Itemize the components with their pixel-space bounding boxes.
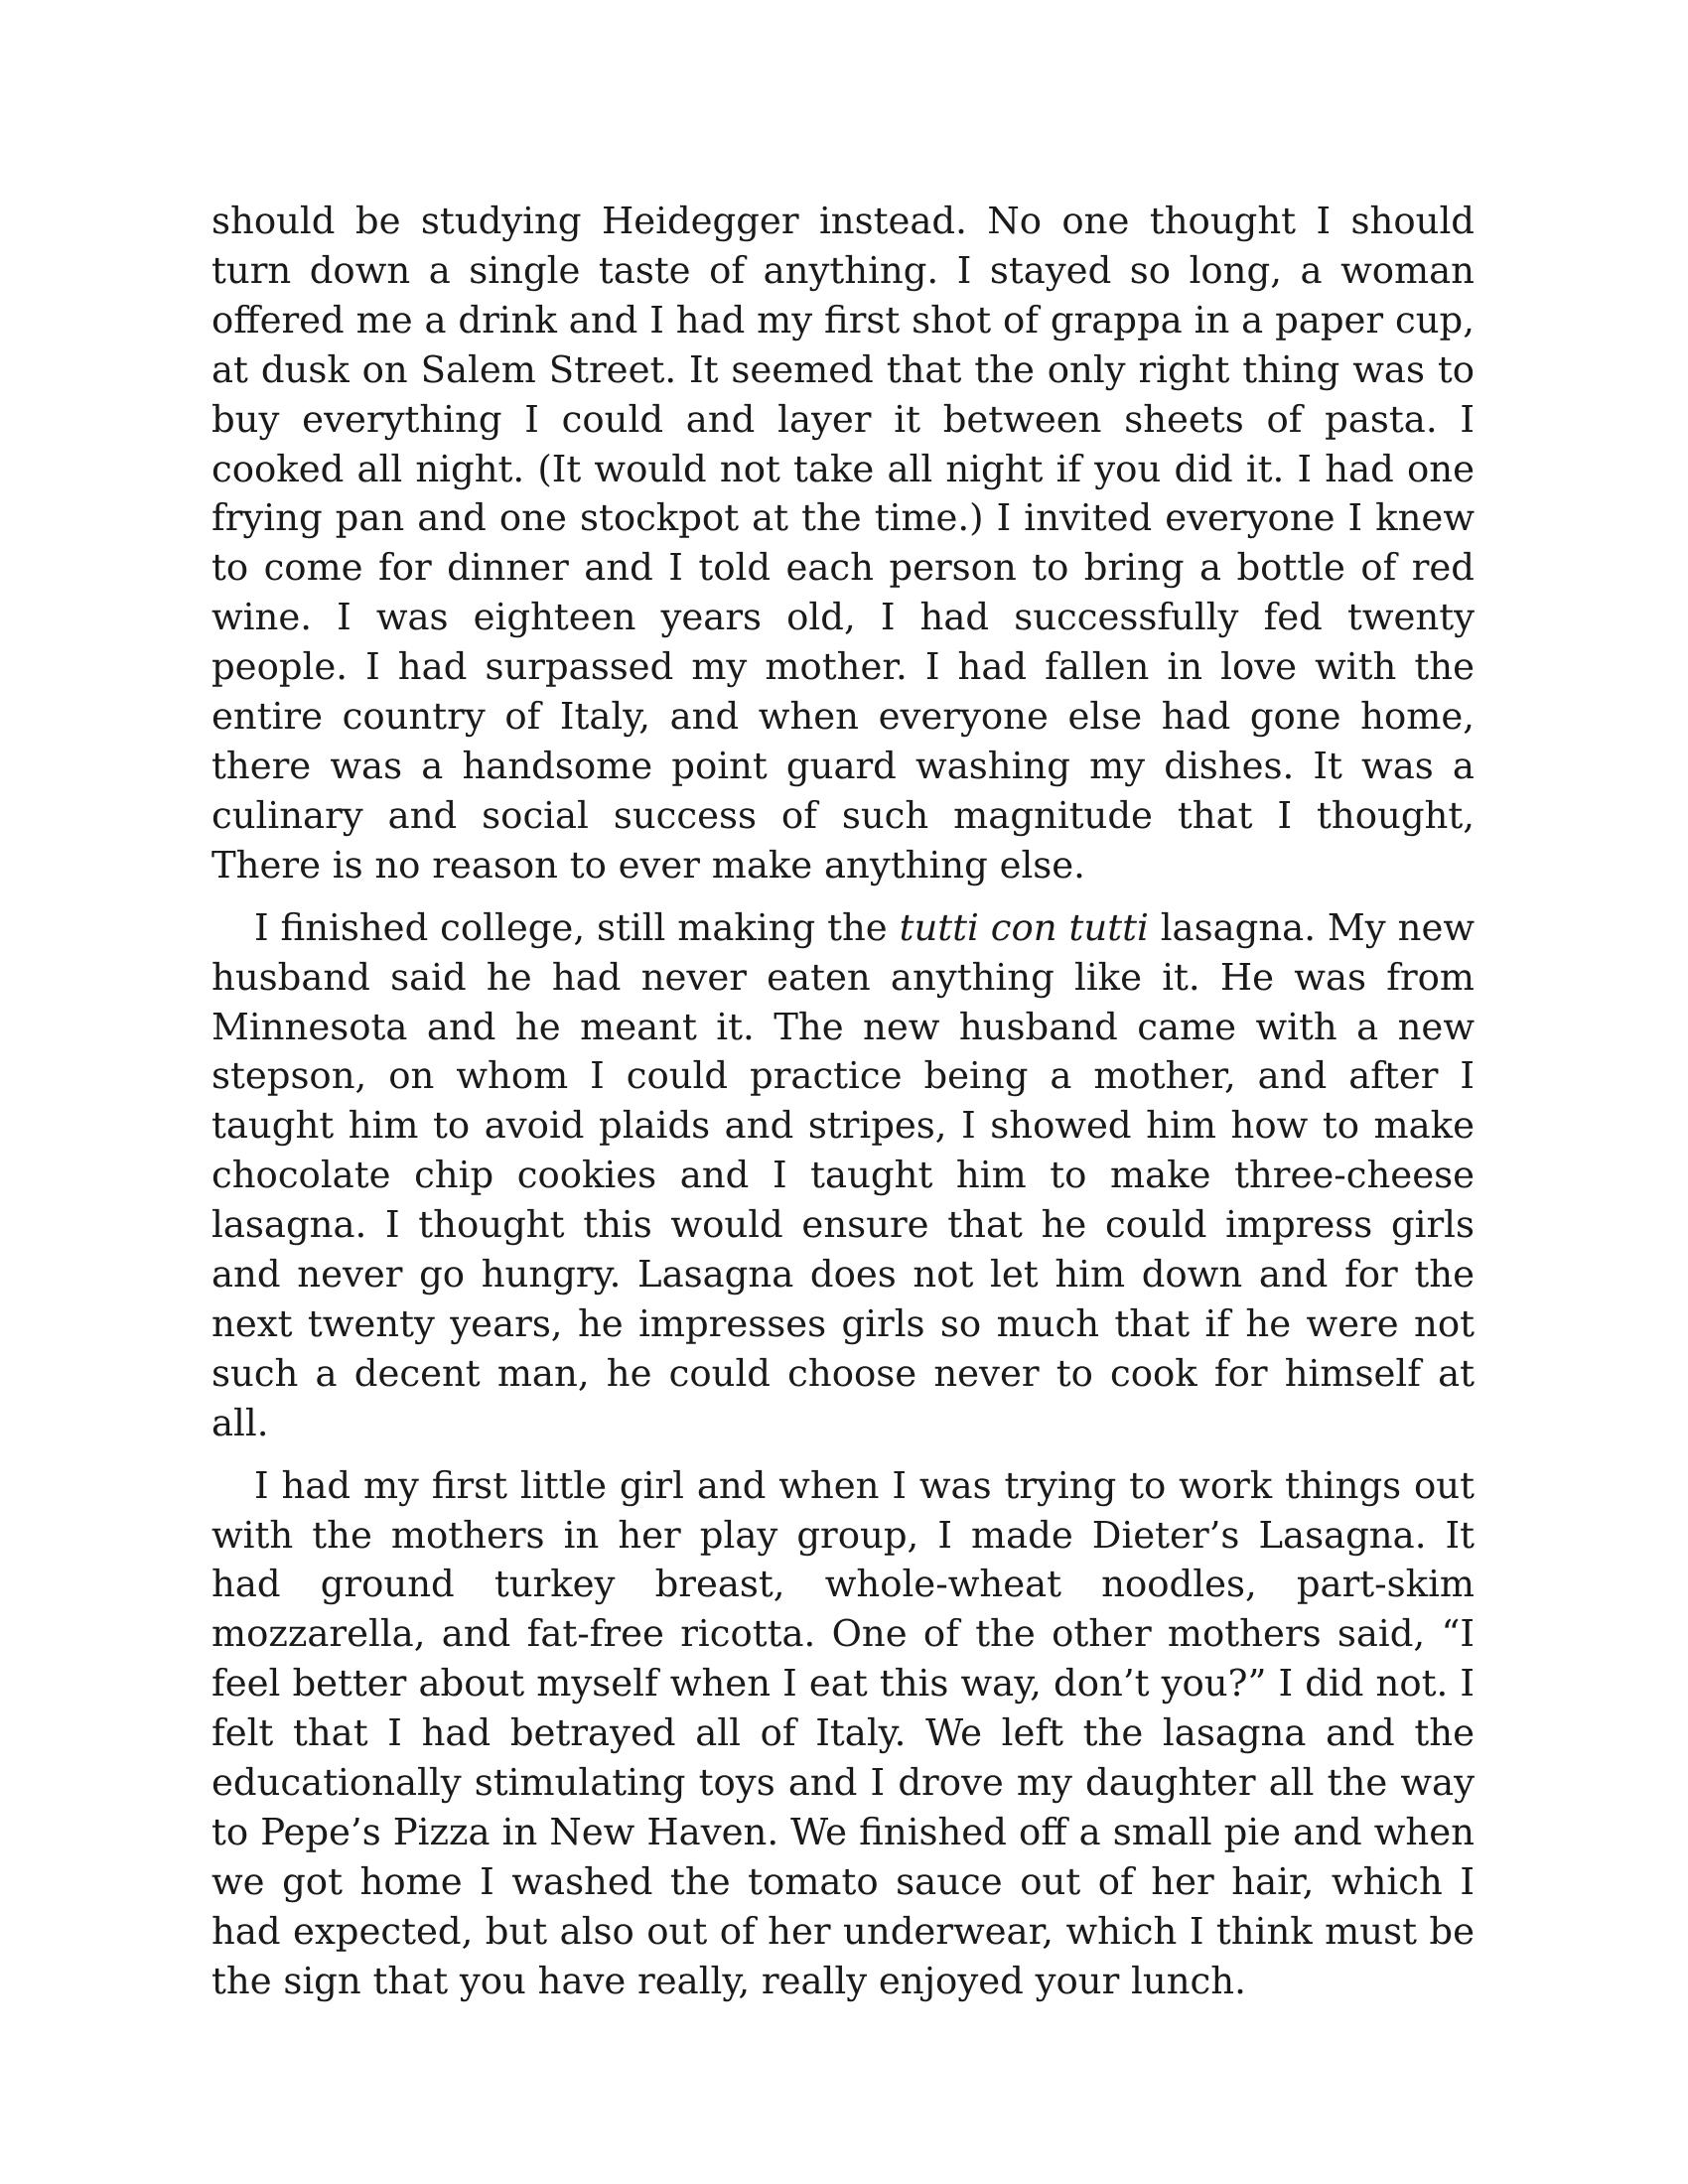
paragraph-3 [211, 1461, 1475, 2006]
paragraph-2-text-start: I finished college, still making the [254, 905, 900, 949]
paragraph-3-text: I had my first little girl and when I was trying to work things out with the mothers in her play group, I made Dieter’s Lasagna. It had ground turkey breast, whole-wheat noodles, part-skim mozzarella, and fat-free ricotta. One of the other mothers said, “I feel better about myself when I eat this way, don’t you?” I did not. I felt that I had betrayed all of Italy. We left the lasagna and the educationally stimulating toys and I drove my daughter all the way to Pepe’s Pizza in New Haven. We finished off a small pie and when we got home I washed the tomato sauce out of her hair, which I had expected, but also out of her underwear, which I think must be the sign that you have really, really enjoyed your lunch. [211, 1463, 1475, 2002]
paragraph-2-text-end: lasagna. My new husband said he had never eaten anything like it. He was from Minnesota and he meant it. The new husband came with a new stepson, on whom I could practice being a mother, and after I taught him to avoid plaids and stripes, I showed him how to make chocolate chip cookies and I taught him to make three-cheese lasagna. I thought this would ensure that he could impress girls and never go hungry. Lasagna does not let him down and for the next twenty years, he impresses girls so much that if he were not such a decent man, he could choose never to cook for himself at all. [211, 905, 1476, 1444]
paragraph-2 [211, 903, 1475, 1448]
page-body [211, 197, 1475, 2019]
paragraph-1 [211, 197, 1475, 890]
paragraph-1-text: should be studying Heidegger instead. No one thought I should turn down a single taste of anything. I stayed so long, a woman offered me a drink and I had my first shot of grappa in a paper cup, at dusk on Salem Street. It seemed that the only right thing was to buy everything I could and layer it between sheets of pasta. I cooked all night. (It would not take all night if you did it. I had one frying pan and one stockpot at the time.) I invited everyone I knew to come for dinner and I told each person to bring a bottle of red wine. I was eighteen years old, I had successfully fed twenty people. I had surpassed my mother. I had fallen in love with the entire country of Italy, and when everyone else had gone home, there was a handsome point guard washing my dishes. It was a culinary and social success of such magnitude that I thought, There is no reason to ever make anything else. [211, 200, 1475, 887]
paragraph-2-italic-phrase: tutti con tutti [899, 905, 1149, 949]
